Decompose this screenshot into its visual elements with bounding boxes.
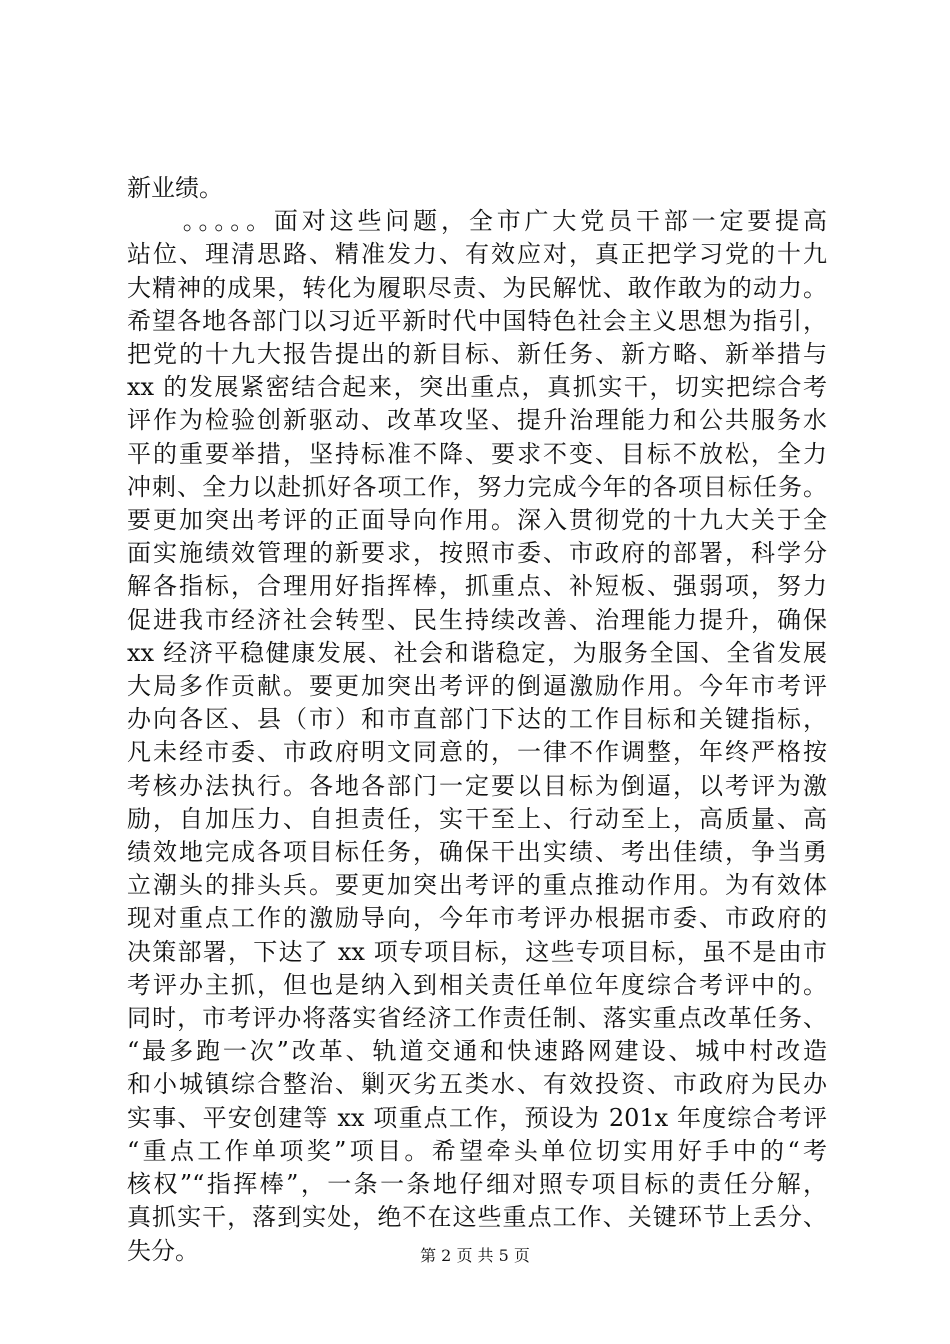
text-line: 凡未经市委、市政府明文同意的，一律不作调整，年终严格按 (127, 738, 827, 767)
page-footer: 第 2 页 共 5 页 (420, 1246, 530, 1265)
text-line: 评作为检验创新驱动、改革攻坚、提升治理能力和公共服务水 (127, 406, 827, 435)
text-line: 同时，市考评办将落实省经济工作责任制、落实重点改革任务、 (127, 1004, 827, 1033)
text-line: 决策部署，下达了 xx 项专项目标，这些专项目标，虽不是由市 (127, 937, 827, 966)
text-line: 绩效地完成各项目标任务，确保干出实绩、考出佳绩，争当勇 (127, 838, 827, 867)
text-line: xx 经济平稳健康发展、社会和谐稳定，为服务全国、全省发展 (127, 638, 827, 667)
text-line: 站位、理清思路、精准发力、有效应对，真正把学习党的十九 (127, 240, 827, 269)
text-line: “最多跑一次”改革、轨道交通和快速路网建设、城中村改造 (127, 1037, 827, 1066)
text-line: 促进我市经济社会转型、民生持续改善、治理能力提升，确保 (127, 605, 827, 634)
text-line: 考评办主抓，但也是纳入到相关责任单位年度综合考评中的。 (127, 970, 827, 999)
text-line: 考核办法执行。各地各部门一定要以目标为倒逼，以考评为激 (127, 771, 827, 800)
text-line: 冲刺、全力以赴抓好各项工作，努力完成今年的各项目标任务。 (127, 472, 827, 501)
text-line: 大局多作贡献。要更加突出考评的倒逼激励作用。今年市考评 (127, 672, 827, 701)
text-line: 核权”“指挥棒”，一条一条地仔细对照专项目标的责任分解， (127, 1170, 827, 1199)
body-text (127, 172, 827, 1268)
text-line: 面实施绩效管理的新要求，按照市委、市政府的部署，科学分 (127, 539, 827, 568)
text-line: 立潮头的排头兵。要更加突出考评的重点推动作用。为有效体 (127, 871, 827, 900)
text-line: 现对重点工作的激励导向，今年市考评办根据市委、市政府的 (127, 904, 827, 933)
text-line: 大精神的成果，转化为履职尽责、为民解忧、敢作敢为的动力。 (127, 273, 827, 302)
text-line: 真抓实干，落到实处，绝不在这些重点工作、关键环节上丢分、 (127, 1203, 827, 1232)
text-line: xx 的发展紧密结合起来，突出重点，真抓实干，切实把综合考 (127, 373, 827, 402)
text-line: 励，自加压力、自担责任，实干至上、行动至上，高质量、高 (127, 804, 827, 833)
text-line: 要更加突出考评的正面导向作用。深入贯彻党的十九大关于全 (127, 506, 827, 535)
text-line: 平的重要举措，坚持标准不降、要求不变、目标不放松，全力 (127, 439, 827, 468)
text-line: 新业绩。 (127, 174, 223, 202)
text-line: 和小城镇综合整治、剿灭劣五类水、有效投资、市政府为民办 (127, 1070, 827, 1099)
text-line: “重点工作单项奖”项目。希望牵头单位切实用好手中的“考 (127, 1136, 827, 1165)
text-line: 办向各区、县（市）和市直部门下达的工作目标和关键指标， (127, 705, 827, 734)
text-line: 。。。。。面对这些问题，全市广大党员干部一定要提高 (127, 207, 827, 236)
text-line: 实事、平安创建等 xx 项重点工作，预设为 201x 年度综合考评 (127, 1103, 827, 1132)
text-line: 把党的十九大报告提出的新目标、新任务、新方略、新举措与 (127, 340, 827, 369)
text-line: 希望各地各部门以习近平新时代中国特色社会主义思想为指引， (127, 306, 827, 335)
text-line: 解各指标，合理用好指挥棒，抓重点、补短板、强弱项，努力 (127, 572, 827, 601)
text-line: 失分。 (127, 1236, 199, 1265)
